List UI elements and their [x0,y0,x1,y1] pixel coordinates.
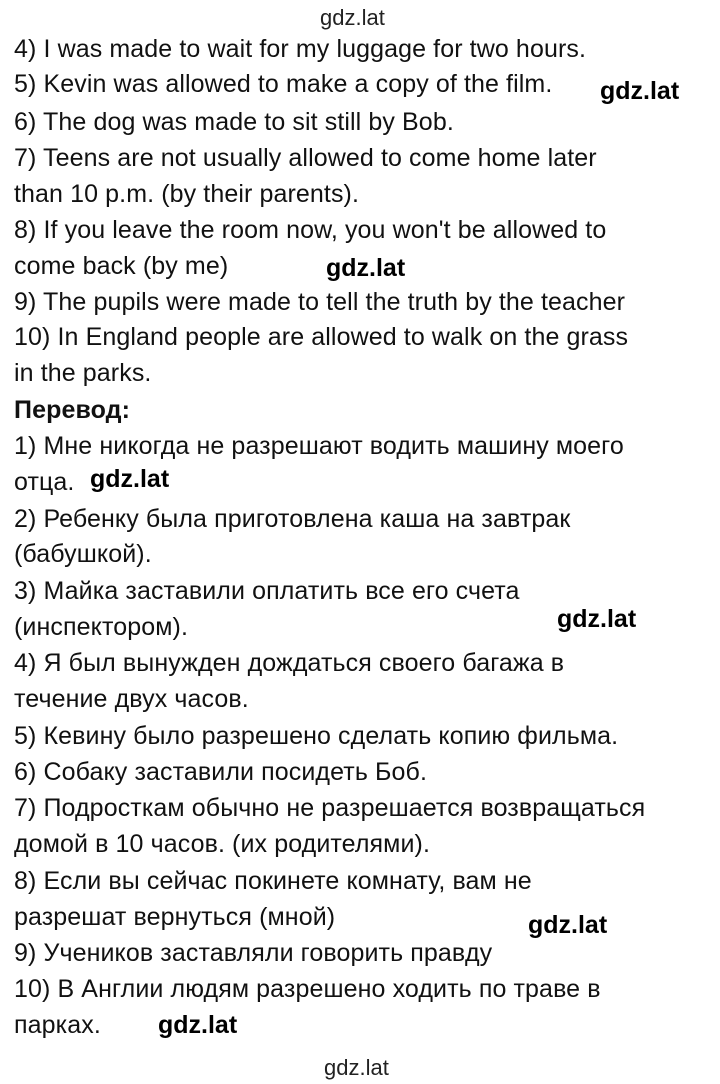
russian-line: 5) Кевину было разрешено сделать копию фильма. [14,722,619,750]
english-line: in the parks. [14,359,152,387]
russian-line: домой в 10 часов. (их родителями). [14,830,430,858]
russian-line: 3) Майка заставили оплатить все его счета [14,577,520,605]
watermark-inline: gdz.lat [528,911,608,939]
russian-line: 1) Мне никогда не разрешают водить машину моего [14,432,624,460]
english-line: 9) The pupils were made to tell the truth by the teacher [14,288,626,316]
watermark-inline: gdz.lat [90,465,170,493]
russian-line: течение двух часов. [14,685,249,713]
english-line: 8) If you leave the room now, you won't be allowed to [14,216,607,244]
russian-line: отца. [14,468,75,496]
english-line: come back (by me) [14,252,229,280]
russian-line: 10) В Англии людям разрешено ходить по траве в [14,975,601,1003]
watermark-bottom: gdz.lat [324,1055,389,1080]
russian-line: 9) Учеников заставляли говорить правду [14,939,493,967]
russian-line: парках. [14,1011,101,1039]
english-line: 4) I was made to wait for my luggage for two hours. [14,35,587,63]
watermark-inline: gdz.lat [557,605,637,633]
english-line: 7) Teens are not usually allowed to come home later [14,144,597,172]
watermark-inline: gdz.lat [158,1011,238,1039]
watermark-top: gdz.lat [320,5,385,30]
watermark-inline: gdz.lat [326,254,406,282]
russian-line: 7) Подросткам обычно не разрешается возвращаться [14,794,646,822]
russian-line: (бабушкой). [14,540,152,568]
russian-line: (инспектором). [14,613,188,641]
english-line: 6) The dog was made to sit still by Bob. [14,108,454,136]
russian-line: 8) Если вы сейчас покинете комнату, вам не [14,867,532,895]
english-line: 10) In England people are allowed to walk on the grass [14,323,629,351]
watermark-inline: gdz.lat [600,77,680,105]
russian-line: 6) Собаку заставили посидеть Боб. [14,758,427,786]
russian-line: 2) Ребенку была приготовлена каша на завтрак [14,505,571,533]
english-line: 5) Kevin was allowed to make a copy of the film. [14,70,553,98]
english-line: than 10 p.m. (by their parents). [14,180,360,208]
russian-line: разрешат вернуться (мной) [14,903,336,931]
translation-heading: Перевод: [14,396,131,424]
russian-line: 4) Я был вынужден дождаться своего багажа в [14,649,565,677]
